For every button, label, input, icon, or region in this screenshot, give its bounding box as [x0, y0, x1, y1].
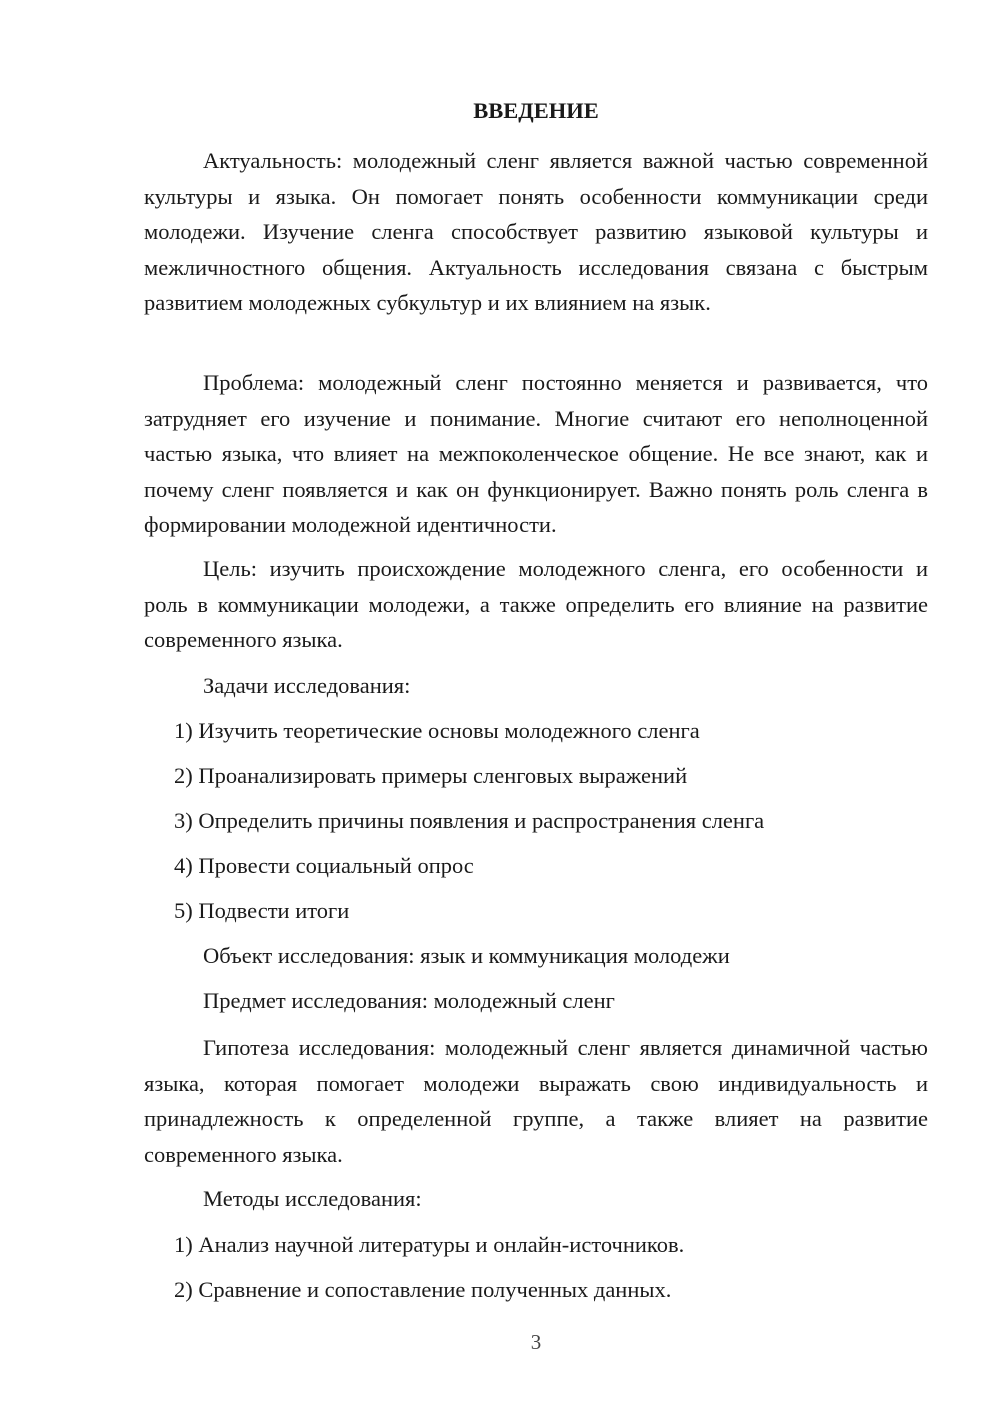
task-item-1: 1) Изучить теоретические основы молодежного сленга — [174, 718, 700, 743]
tasks-heading: Задачи исследования: — [203, 673, 411, 698]
page-title: ВВЕДЕНИЕ — [473, 98, 599, 123]
task-item-2: 2) Проанализировать примеры сленговых выражений — [174, 763, 688, 788]
paragraph-hypothesis: Гипотеза исследования: молодежный сленг является динамичной частью языка, которая помогает молодежи выражать свою индивидуальность и принадлежность к определенной группе, а также влияет на развитие современного языка. — [144, 1035, 928, 1167]
methods-heading: Методы исследования: — [203, 1186, 422, 1211]
method-item-1: 1) Анализ научной литературы и онлайн-источников. — [174, 1232, 685, 1257]
paragraph-goal: Цель: изучить происхождение молодежного сленга, его особенности и роль в коммуникации молодежи, а также определить его влияние на развитие современного языка. — [144, 556, 928, 652]
paragraph-relevance: Актуальность: молодежный сленг является важной частью современной культуры и языка. Он помогает понять особенности коммуникации среди молодежи. Изучение сленга способствует развитию языковой культуры и межличностного общения. Актуальность исследования связана с быстрым развитием молодежных субкультур и их влиянием на язык. — [144, 148, 928, 315]
task-item-3: 3) Определить причины появления и распространения сленга — [174, 808, 765, 833]
paragraph-problem: Проблема: молодежный сленг постоянно меняется и развивается, что затрудняет его изучение и понимание. Многие считают его неполноценной частью языка, что влияет на межпоколенческое общение. Не все знают, как и почему сленг появляется и как он функционирует. Важно понять роль сленга в формировании молодежной идентичности. — [144, 370, 928, 537]
method-item-2: 2) Сравнение и сопоставление полученных данных. — [174, 1277, 672, 1302]
task-item-5: 5) Подвести итоги — [174, 898, 350, 923]
page-number: 3 — [530, 1330, 542, 1354]
research-subject: Предмет исследования: молодежный сленг — [203, 988, 615, 1013]
task-item-4: 4) Провести социальный опрос — [174, 853, 474, 878]
research-object: Объект исследования: язык и коммуникация молодежи — [203, 943, 730, 968]
